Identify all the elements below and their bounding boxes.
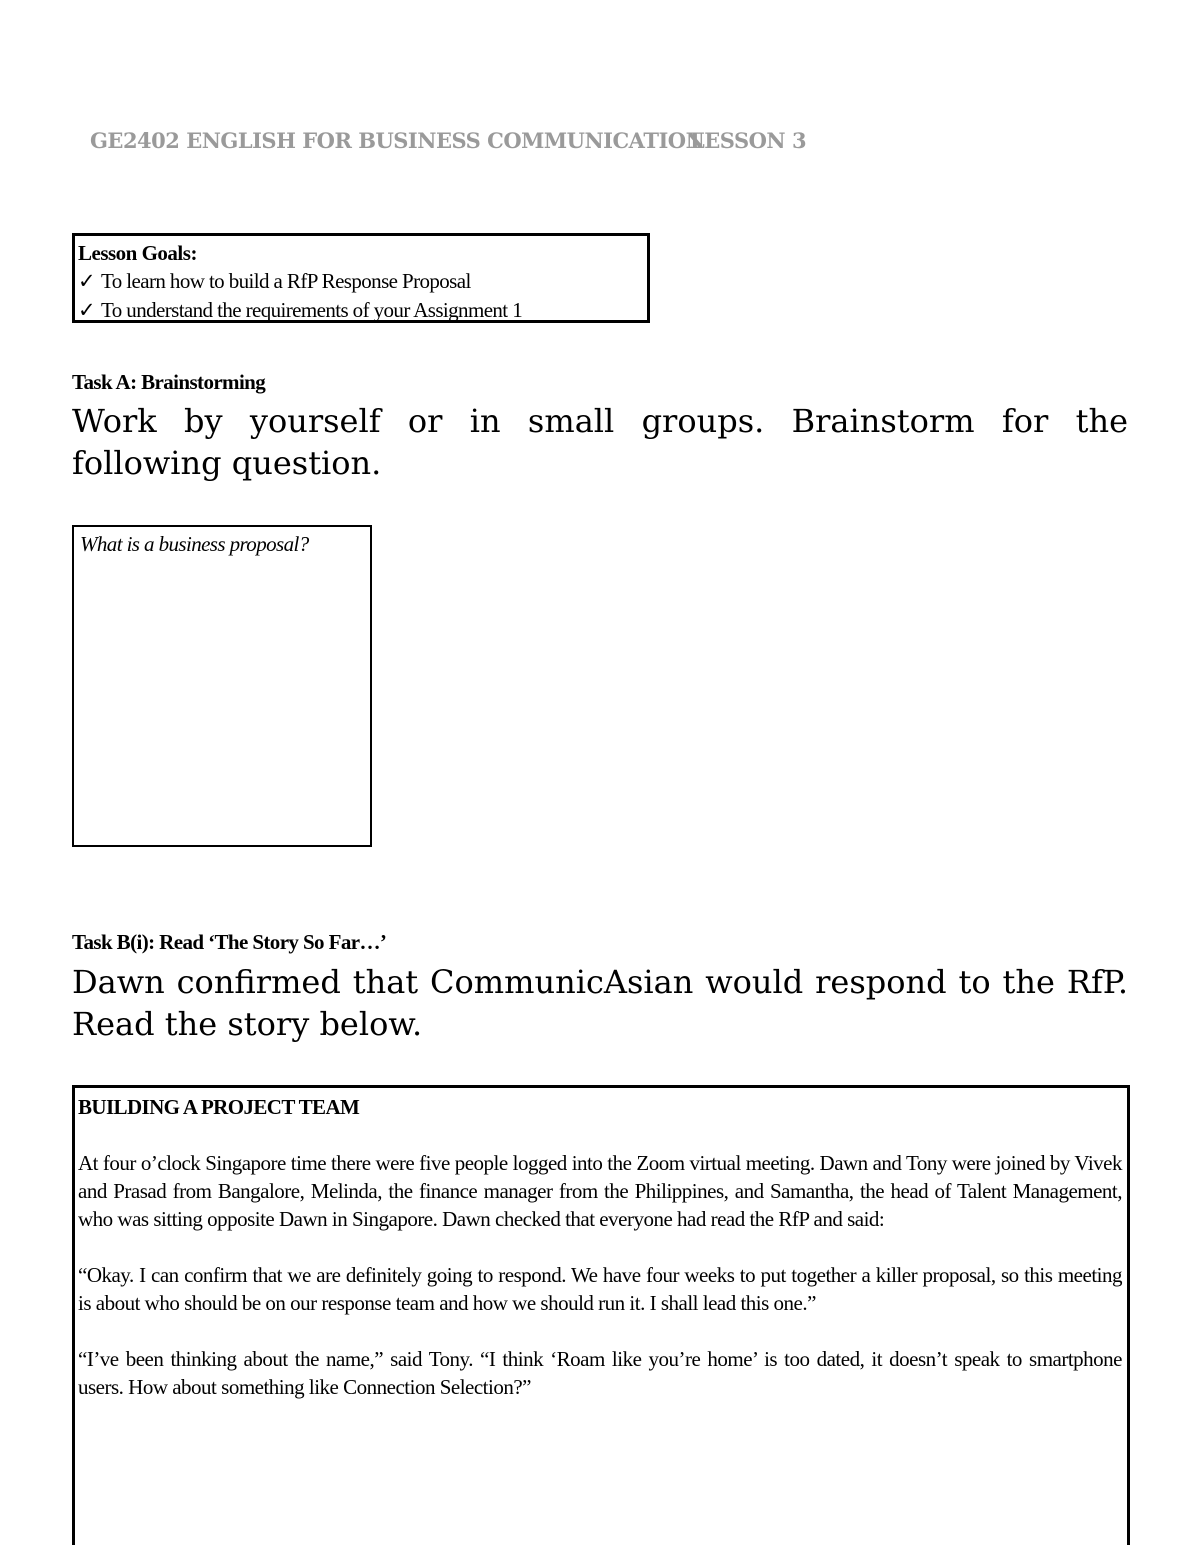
story-paragraph: At four o’clock Singapore time there were five people logged into the Zoom virtual meeting. Dawn and Tony were joined by Vivek and Prasad from Bangalore, Melinda, the finance manager from the Philippines, and Samantha, the head of Talent Management, who was sitting opposite Dawn in Singapore. Dawn checked that everyone had read the RfP and said: bbox=[78, 1151, 1122, 1231]
lesson-goal-item bbox=[78, 267, 643, 296]
lesson-goal-item bbox=[78, 296, 643, 325]
lesson-goals-box bbox=[72, 233, 650, 323]
lesson-number: LESSON 3 bbox=[690, 128, 807, 153]
task-a-instruction: Work by yourself or in small groups. Brainstorm for the following question. bbox=[72, 402, 1128, 482]
story-title: BUILDING A PROJECT TEAM bbox=[78, 1095, 360, 1119]
brainstorm-prompt: What is a business proposal? bbox=[80, 532, 309, 556]
task-b-label: Task B(i): Read ‘The Story So Far…’ bbox=[72, 930, 387, 954]
task-a-label: Task A: Brainstorming bbox=[72, 370, 266, 394]
page-header bbox=[90, 128, 850, 164]
story-paragraph: “Okay. I can confirm that we are definitely going to respond. We have four weeks to put together a killer proposal, so this meeting is about who should be on our response team and how we should run it. I shall lead this one.” bbox=[78, 1263, 1122, 1315]
checkmark-icon: ✓ bbox=[78, 298, 95, 322]
lesson-goals-title: Lesson Goals: bbox=[78, 241, 197, 265]
story-paragraph: “I’ve been thinking about the name,” said Tony. “I think ‘Roam like you’re home’ is too dated, it doesn’t speak to smartphone users. How about something like Connection Selection?” bbox=[78, 1347, 1122, 1399]
story-box bbox=[72, 1085, 1130, 1545]
lesson-goal-text: To learn how to build a RfP Response Proposal bbox=[101, 269, 471, 293]
brainstorm-answer-box[interactable] bbox=[72, 525, 372, 847]
lesson-goal-text: To understand the requirements of your Assignment 1 bbox=[101, 298, 523, 322]
task-b-instruction: Dawn confirmed that CommunicAsian would respond to the RfP. Read the story below. bbox=[72, 963, 1128, 1043]
checkmark-icon: ✓ bbox=[78, 269, 95, 293]
course-title: GE2402 ENGLISH FOR BUSINESS COMMUNICATION bbox=[90, 128, 705, 153]
